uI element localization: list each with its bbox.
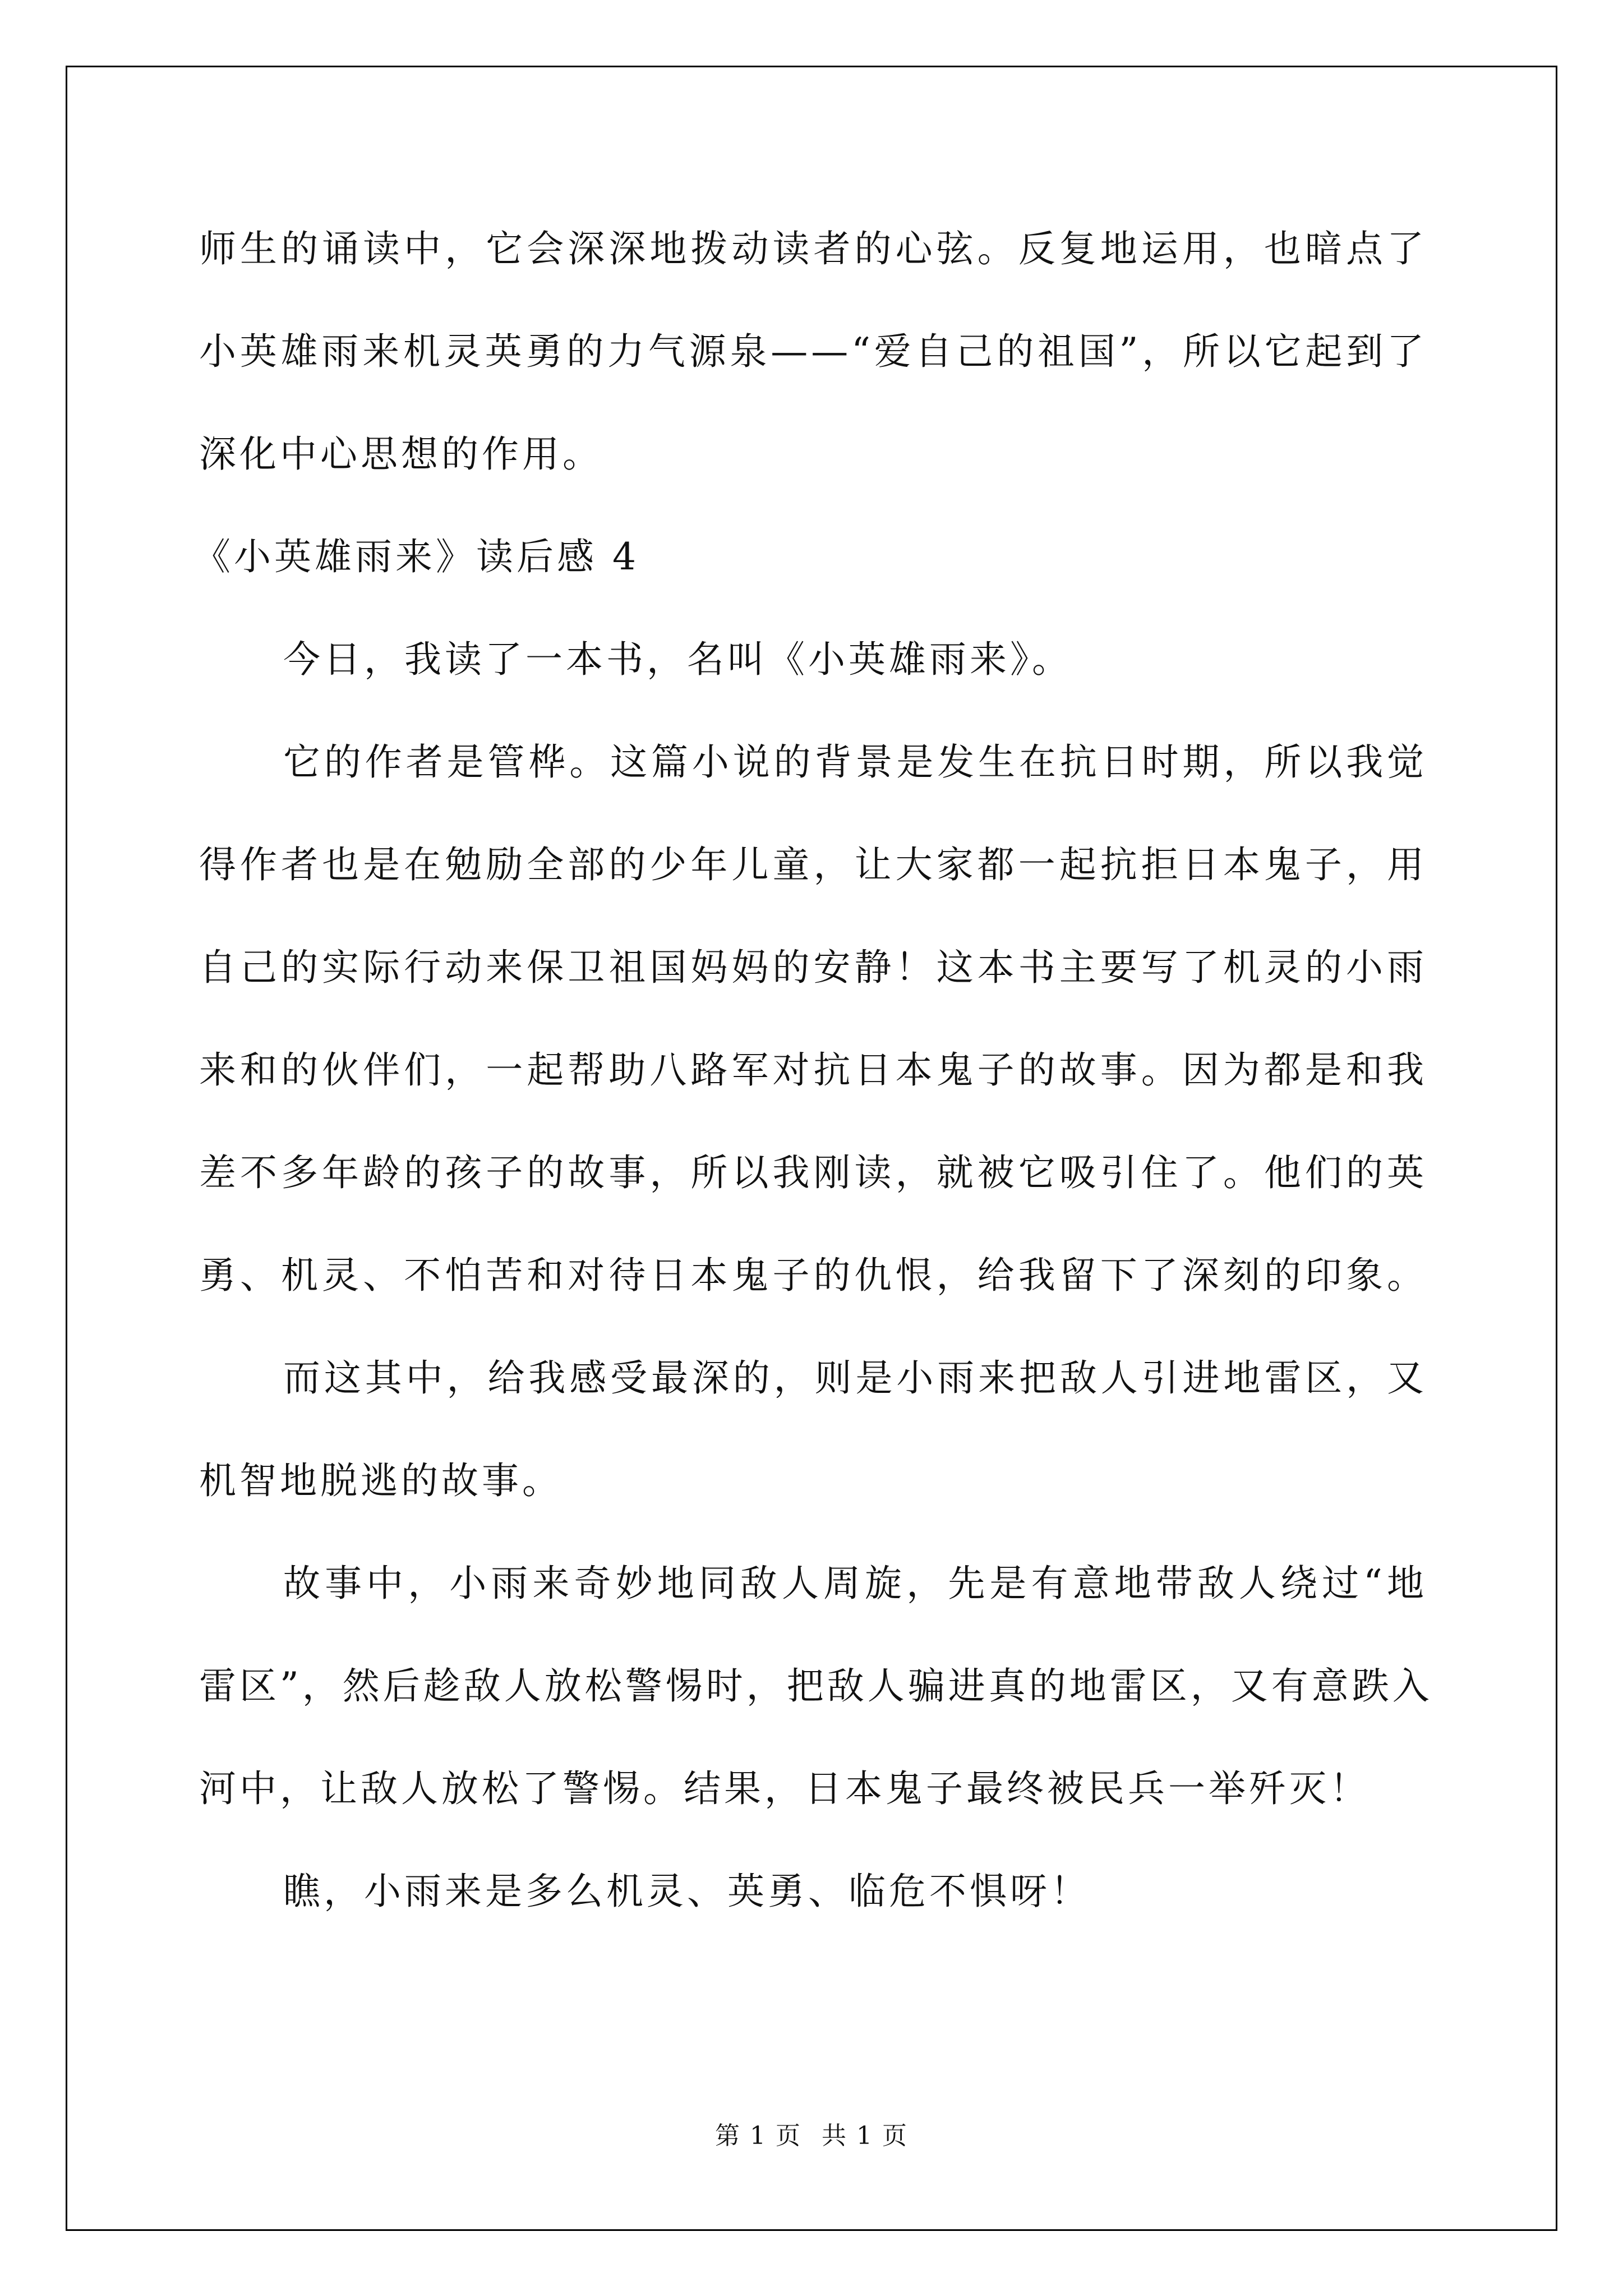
text-line: 自己的实际行动来保卫祖国妈妈的安静！这本书主要写了机灵的小雨 bbox=[199, 946, 1427, 989]
page-footer bbox=[0, 2122, 1623, 2150]
text-line: 差不多年龄的孩子的故事，所以我刚读，就被它吸引住了。他们的英 bbox=[199, 1151, 1427, 1194]
text-line: 瞧，小雨来是多么机灵、英勇、临危不惧呀！ bbox=[283, 1870, 1091, 1913]
text-line: 今日，我读了一本书，名叫《小英雄雨来》。 bbox=[283, 638, 1072, 681]
text-line: 师生的诵读中，它会深深地拨动读者的心弦。反复地运用，也暗点了 bbox=[199, 227, 1427, 270]
text-line: 雷区”，然后趁敌人放松警惕时，把敌人骗进真的地雷区，又有意跌入 bbox=[199, 1664, 1433, 1708]
text-line: 小英雄雨来机灵英勇的力气源泉——“爱自己的祖国”，所以它起到了 bbox=[199, 330, 1427, 373]
text-line: 得作者也是在勉励全部的少年儿童，让大家都一起抗拒日本鬼子，用 bbox=[199, 843, 1427, 886]
text-line: 河中，让敌人放松了警惕。结果，日本鬼子最终被民兵一举歼灭！ bbox=[199, 1767, 1370, 1810]
text-line: 而这其中，给我感受最深的，则是小雨来把敌人引进地雷区，又 bbox=[283, 1356, 1427, 1400]
page-number: 第 1 页 bbox=[715, 2122, 801, 2150]
text-line: 来和的伙伴们，一起帮助八路军对抗日本鬼子的故事。因为都是和我 bbox=[199, 1048, 1427, 1092]
text-line: 深化中心思想的作用。 bbox=[199, 432, 603, 476]
section-heading: 《小英雄雨来》读后感 4 bbox=[193, 535, 639, 578]
text-line: 机智地脱逃的故事。 bbox=[199, 1459, 562, 1502]
text-line: 勇、机灵、不怕苦和对待日本鬼子的仇恨，给我留下了深刻的印象。 bbox=[199, 1254, 1427, 1297]
text-line: 它的作者是管桦。这篇小说的背景是发生在抗日时期，所以我觉 bbox=[283, 740, 1427, 784]
page-total: 共 1 页 bbox=[822, 2122, 908, 2150]
text-line: 故事中，小雨来奇妙地同敌人周旋，先是有意地带敌人绕过“地 bbox=[283, 1562, 1427, 1605]
document-body bbox=[193, 197, 1433, 1943]
